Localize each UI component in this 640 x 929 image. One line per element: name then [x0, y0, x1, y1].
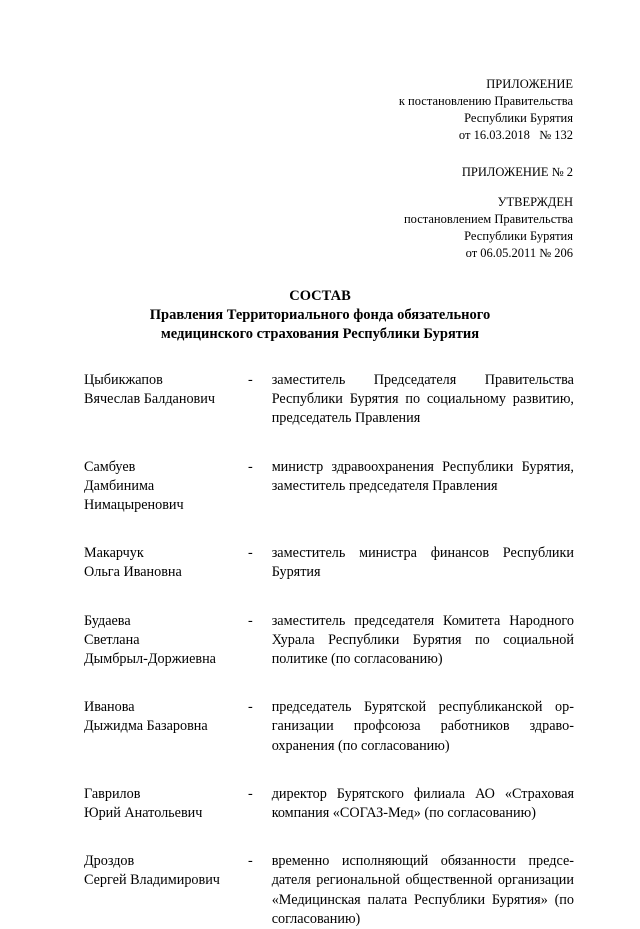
member-row	[84, 544, 574, 582]
document-title	[0, 287, 640, 344]
approved-line-2: Республики Бурятия	[464, 229, 573, 243]
member-name	[84, 852, 248, 929]
member-surname: Дроздов	[84, 853, 135, 870]
appendix-2-title: ПРИЛОЖЕНИЕ № 2	[461, 165, 573, 179]
member-dash: -	[247, 458, 253, 475]
member-name	[84, 544, 248, 582]
member-patronymic: Дымбрыл-Доржиевна	[84, 651, 216, 668]
title-main: СОСТАВ	[289, 288, 351, 304]
member-given-name: Светлана	[84, 631, 140, 648]
member-name	[84, 698, 248, 756]
member-role: министр здравоохранения Республики Бурятия, заместитель председателя Правления	[271, 458, 574, 494]
title-line-2: медицинского страхования Республики Бурятия	[160, 326, 480, 342]
member-given-name: Юрий Анатольевич	[84, 805, 203, 822]
member-surname: Макарчук	[84, 545, 144, 562]
member-surname: Гаврилов	[84, 785, 141, 802]
member-given-name: Дамбинима	[84, 477, 155, 494]
member-role: председатель Бурятской республиканской организации профсоюза работников здравоохранения (по согласованию)	[271, 699, 574, 754]
member-given-name: Сергей Владимирович	[84, 872, 220, 889]
approved-title: УТВЕРЖДЕН	[497, 195, 573, 209]
member-surname: Иванова	[84, 699, 135, 716]
member-given-name: Ольга Ивановна	[84, 564, 182, 581]
member-dash: -	[247, 372, 253, 388]
member-role: временно исполняющий обязанности председателя региональной общественной организации «Медицинская палата Республики Бурятия» (по согласованию)	[271, 853, 574, 927]
approved-block	[404, 194, 573, 262]
member-given-name: Дыжидма Базаровна	[84, 718, 208, 735]
member-row	[84, 785, 574, 823]
member-role: директор Бурятского филиала АО «Страховая компания «СОГАЗ-Мед» (по согласованию)	[271, 785, 574, 822]
appendix-1-date-number: от 16.03.2018 № 132	[458, 128, 573, 142]
member-dash: -	[247, 853, 253, 870]
appendix-1-title: ПРИЛОЖЕНИЕ	[486, 77, 573, 91]
appendix-1-block	[399, 76, 573, 144]
member-surname: Будаева	[84, 612, 131, 629]
member-role: заместитель министра финансов Республики Бурятия	[271, 545, 574, 581]
title-line-1: Правления Территориального фонда обязательного	[149, 307, 491, 323]
member-name	[84, 785, 248, 823]
member-role: заместитель Председателя Правительства Республики Бурятия по социальному развитию, председатель Правления	[271, 372, 574, 427]
member-row	[84, 852, 574, 929]
member-row	[84, 371, 574, 429]
appendix-1-line-1: к постановлению Правительства	[398, 94, 573, 108]
member-surname: Цыбикжапов	[84, 372, 163, 388]
member-patronymic: Нимацыренович	[84, 497, 184, 514]
member-name	[84, 371, 248, 429]
member-name	[84, 612, 248, 670]
member-dash: -	[247, 545, 253, 562]
approved-date-number: от 06.05.2011 № 206	[465, 246, 573, 260]
member-surname: Самбуев	[84, 458, 136, 475]
member-given-name: Вячеслав Балданович	[84, 391, 215, 408]
member-name	[84, 458, 248, 516]
member-row	[84, 458, 574, 516]
approved-line-1: постановлением Правительства	[403, 212, 573, 226]
members-list	[84, 371, 574, 929]
member-dash: -	[247, 785, 253, 802]
member-dash: -	[247, 699, 253, 716]
appendix-2-block	[462, 164, 573, 181]
member-row	[84, 698, 574, 756]
appendix-1-line-2: Республики Бурятия	[464, 111, 573, 125]
member-dash: -	[247, 612, 253, 629]
member-role: заместитель председателя Комитета Народного Хурала Республики Бурятия по социальной политике (по согласованию)	[271, 612, 574, 668]
member-row	[84, 612, 574, 670]
